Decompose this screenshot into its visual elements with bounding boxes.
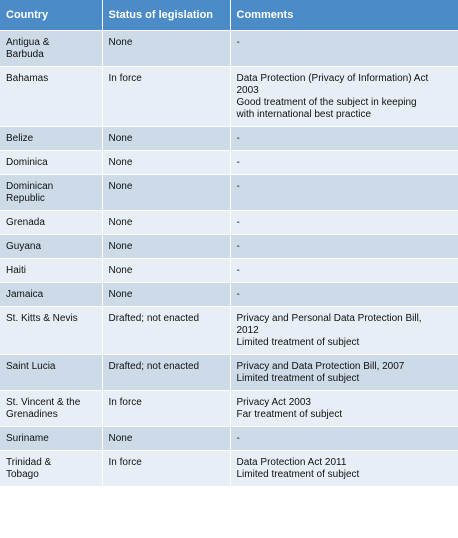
comments-cell-line: Good treatment of the subject in keeping xyxy=(236,97,417,108)
status-cell-line: None xyxy=(108,217,133,228)
country-cell xyxy=(0,283,102,307)
table-row xyxy=(0,175,458,211)
country-cell-line: Barbuda xyxy=(6,49,44,60)
comments-cell-line: 2012 xyxy=(236,325,259,336)
status-cell xyxy=(102,211,230,235)
comments-cell xyxy=(230,127,458,151)
comments-cell xyxy=(230,427,458,451)
country-cell-line: Trinidad & xyxy=(6,457,52,468)
status-cell-line: Drafted; not enacted xyxy=(108,361,200,372)
status-cell xyxy=(102,283,230,307)
status-cell xyxy=(102,151,230,175)
comments-cell-line: - xyxy=(236,265,240,276)
country-cell xyxy=(0,175,102,211)
table-row xyxy=(0,355,458,391)
table-body xyxy=(0,31,458,487)
country-cell xyxy=(0,151,102,175)
column-header-status: Status of legislation xyxy=(102,0,230,31)
country-cell xyxy=(0,307,102,355)
country-cell xyxy=(0,67,102,127)
country-cell-line: Republic xyxy=(6,193,45,204)
table-row xyxy=(0,235,458,259)
status-cell xyxy=(102,427,230,451)
table-row xyxy=(0,151,458,175)
country-cell xyxy=(0,427,102,451)
status-cell xyxy=(102,235,230,259)
status-cell-line: In force xyxy=(108,73,142,84)
comments-cell xyxy=(230,283,458,307)
country-cell xyxy=(0,211,102,235)
comments-cell xyxy=(230,151,458,175)
comments-cell-line: - xyxy=(236,37,240,48)
comments-cell-line: 2003 xyxy=(236,85,259,96)
comments-cell-line: Far treatment of subject xyxy=(236,409,343,420)
status-cell xyxy=(102,355,230,391)
country-cell-line: St. Vincent & the xyxy=(6,397,81,408)
comments-cell xyxy=(230,175,458,211)
comments-cell xyxy=(230,451,458,487)
status-cell-line: In force xyxy=(108,397,142,408)
status-cell xyxy=(102,259,230,283)
comments-cell-line: - xyxy=(236,289,240,300)
country-cell-line: Belize xyxy=(6,133,34,144)
status-cell xyxy=(102,307,230,355)
comments-cell-line: - xyxy=(236,433,240,444)
country-cell-line: Dominica xyxy=(6,157,48,168)
table-row xyxy=(0,427,458,451)
comments-cell-line: - xyxy=(236,133,240,144)
country-cell-line: Grenada xyxy=(6,217,45,228)
comments-cell xyxy=(230,259,458,283)
country-cell-line: Haiti xyxy=(6,265,27,276)
comments-cell-line: Privacy and Personal Data Protection Bill, xyxy=(236,313,422,324)
table-row xyxy=(0,67,458,127)
status-cell xyxy=(102,127,230,151)
comments-cell-line: - xyxy=(236,217,240,228)
country-cell-line: Jamaica xyxy=(6,289,44,300)
comments-cell-line: Data Protection (Privacy of Information) Act xyxy=(236,73,429,84)
status-cell-line: In force xyxy=(108,457,142,468)
country-cell xyxy=(0,235,102,259)
country-cell xyxy=(0,259,102,283)
status-cell-line: None xyxy=(108,157,133,168)
status-cell-line: None xyxy=(108,133,133,144)
country-cell-line: Saint Lucia xyxy=(6,361,56,372)
country-cell xyxy=(0,355,102,391)
status-cell-line: None xyxy=(108,265,133,276)
table-row xyxy=(0,211,458,235)
comments-cell-line: Privacy and Data Protection Bill, 2007 xyxy=(236,361,405,372)
comments-cell-line: Limited treatment of subject xyxy=(236,337,360,348)
column-header-comments: Comments xyxy=(230,0,458,31)
country-cell-line: Grenadines xyxy=(6,409,58,420)
country-cell-line: Dominican xyxy=(6,181,54,192)
comments-cell-line: Privacy Act 2003 xyxy=(236,397,311,408)
country-cell xyxy=(0,31,102,67)
country-cell-line: Tobago xyxy=(6,469,39,480)
comments-cell-line: Data Protection Act 2011 xyxy=(236,457,347,468)
status-cell xyxy=(102,451,230,487)
country-cell-line: Suriname xyxy=(6,433,49,444)
comments-cell xyxy=(230,235,458,259)
comments-cell xyxy=(230,391,458,427)
comments-cell-line: - xyxy=(236,157,240,168)
header-row xyxy=(0,0,458,31)
comments-cell xyxy=(230,31,458,67)
status-cell-line: None xyxy=(108,181,133,192)
country-cell-line: Antigua & xyxy=(6,37,50,48)
status-cell xyxy=(102,175,230,211)
status-cell-line: None xyxy=(108,241,133,252)
table-row xyxy=(0,259,458,283)
table-row xyxy=(0,283,458,307)
comments-cell xyxy=(230,211,458,235)
country-cell-line: St. Kitts & Nevis xyxy=(6,313,78,324)
status-cell xyxy=(102,31,230,67)
status-cell-line: None xyxy=(108,433,133,444)
column-header-country: Country xyxy=(0,0,102,31)
table-row xyxy=(0,31,458,67)
country-cell xyxy=(0,127,102,151)
status-cell xyxy=(102,67,230,127)
comments-cell-line: Limited treatment of subject xyxy=(236,469,360,480)
country-cell-line: Bahamas xyxy=(6,73,49,84)
comments-cell-line: with international best practice xyxy=(236,109,372,120)
country-cell-line: Guyana xyxy=(6,241,42,252)
status-cell-line: None xyxy=(108,37,133,48)
comments-cell xyxy=(230,355,458,391)
status-cell-line: Drafted; not enacted xyxy=(108,313,200,324)
comments-cell xyxy=(230,307,458,355)
table-row xyxy=(0,307,458,355)
country-cell xyxy=(0,391,102,427)
country-cell xyxy=(0,451,102,487)
comments-cell-line: - xyxy=(236,241,240,252)
table-row xyxy=(0,451,458,487)
table-row xyxy=(0,127,458,151)
comments-cell-line: - xyxy=(236,181,240,192)
comments-cell xyxy=(230,67,458,127)
table-row xyxy=(0,391,458,427)
comments-cell-line: Limited treatment of subject xyxy=(236,373,360,384)
status-cell-line: None xyxy=(108,289,133,300)
status-cell xyxy=(102,391,230,427)
